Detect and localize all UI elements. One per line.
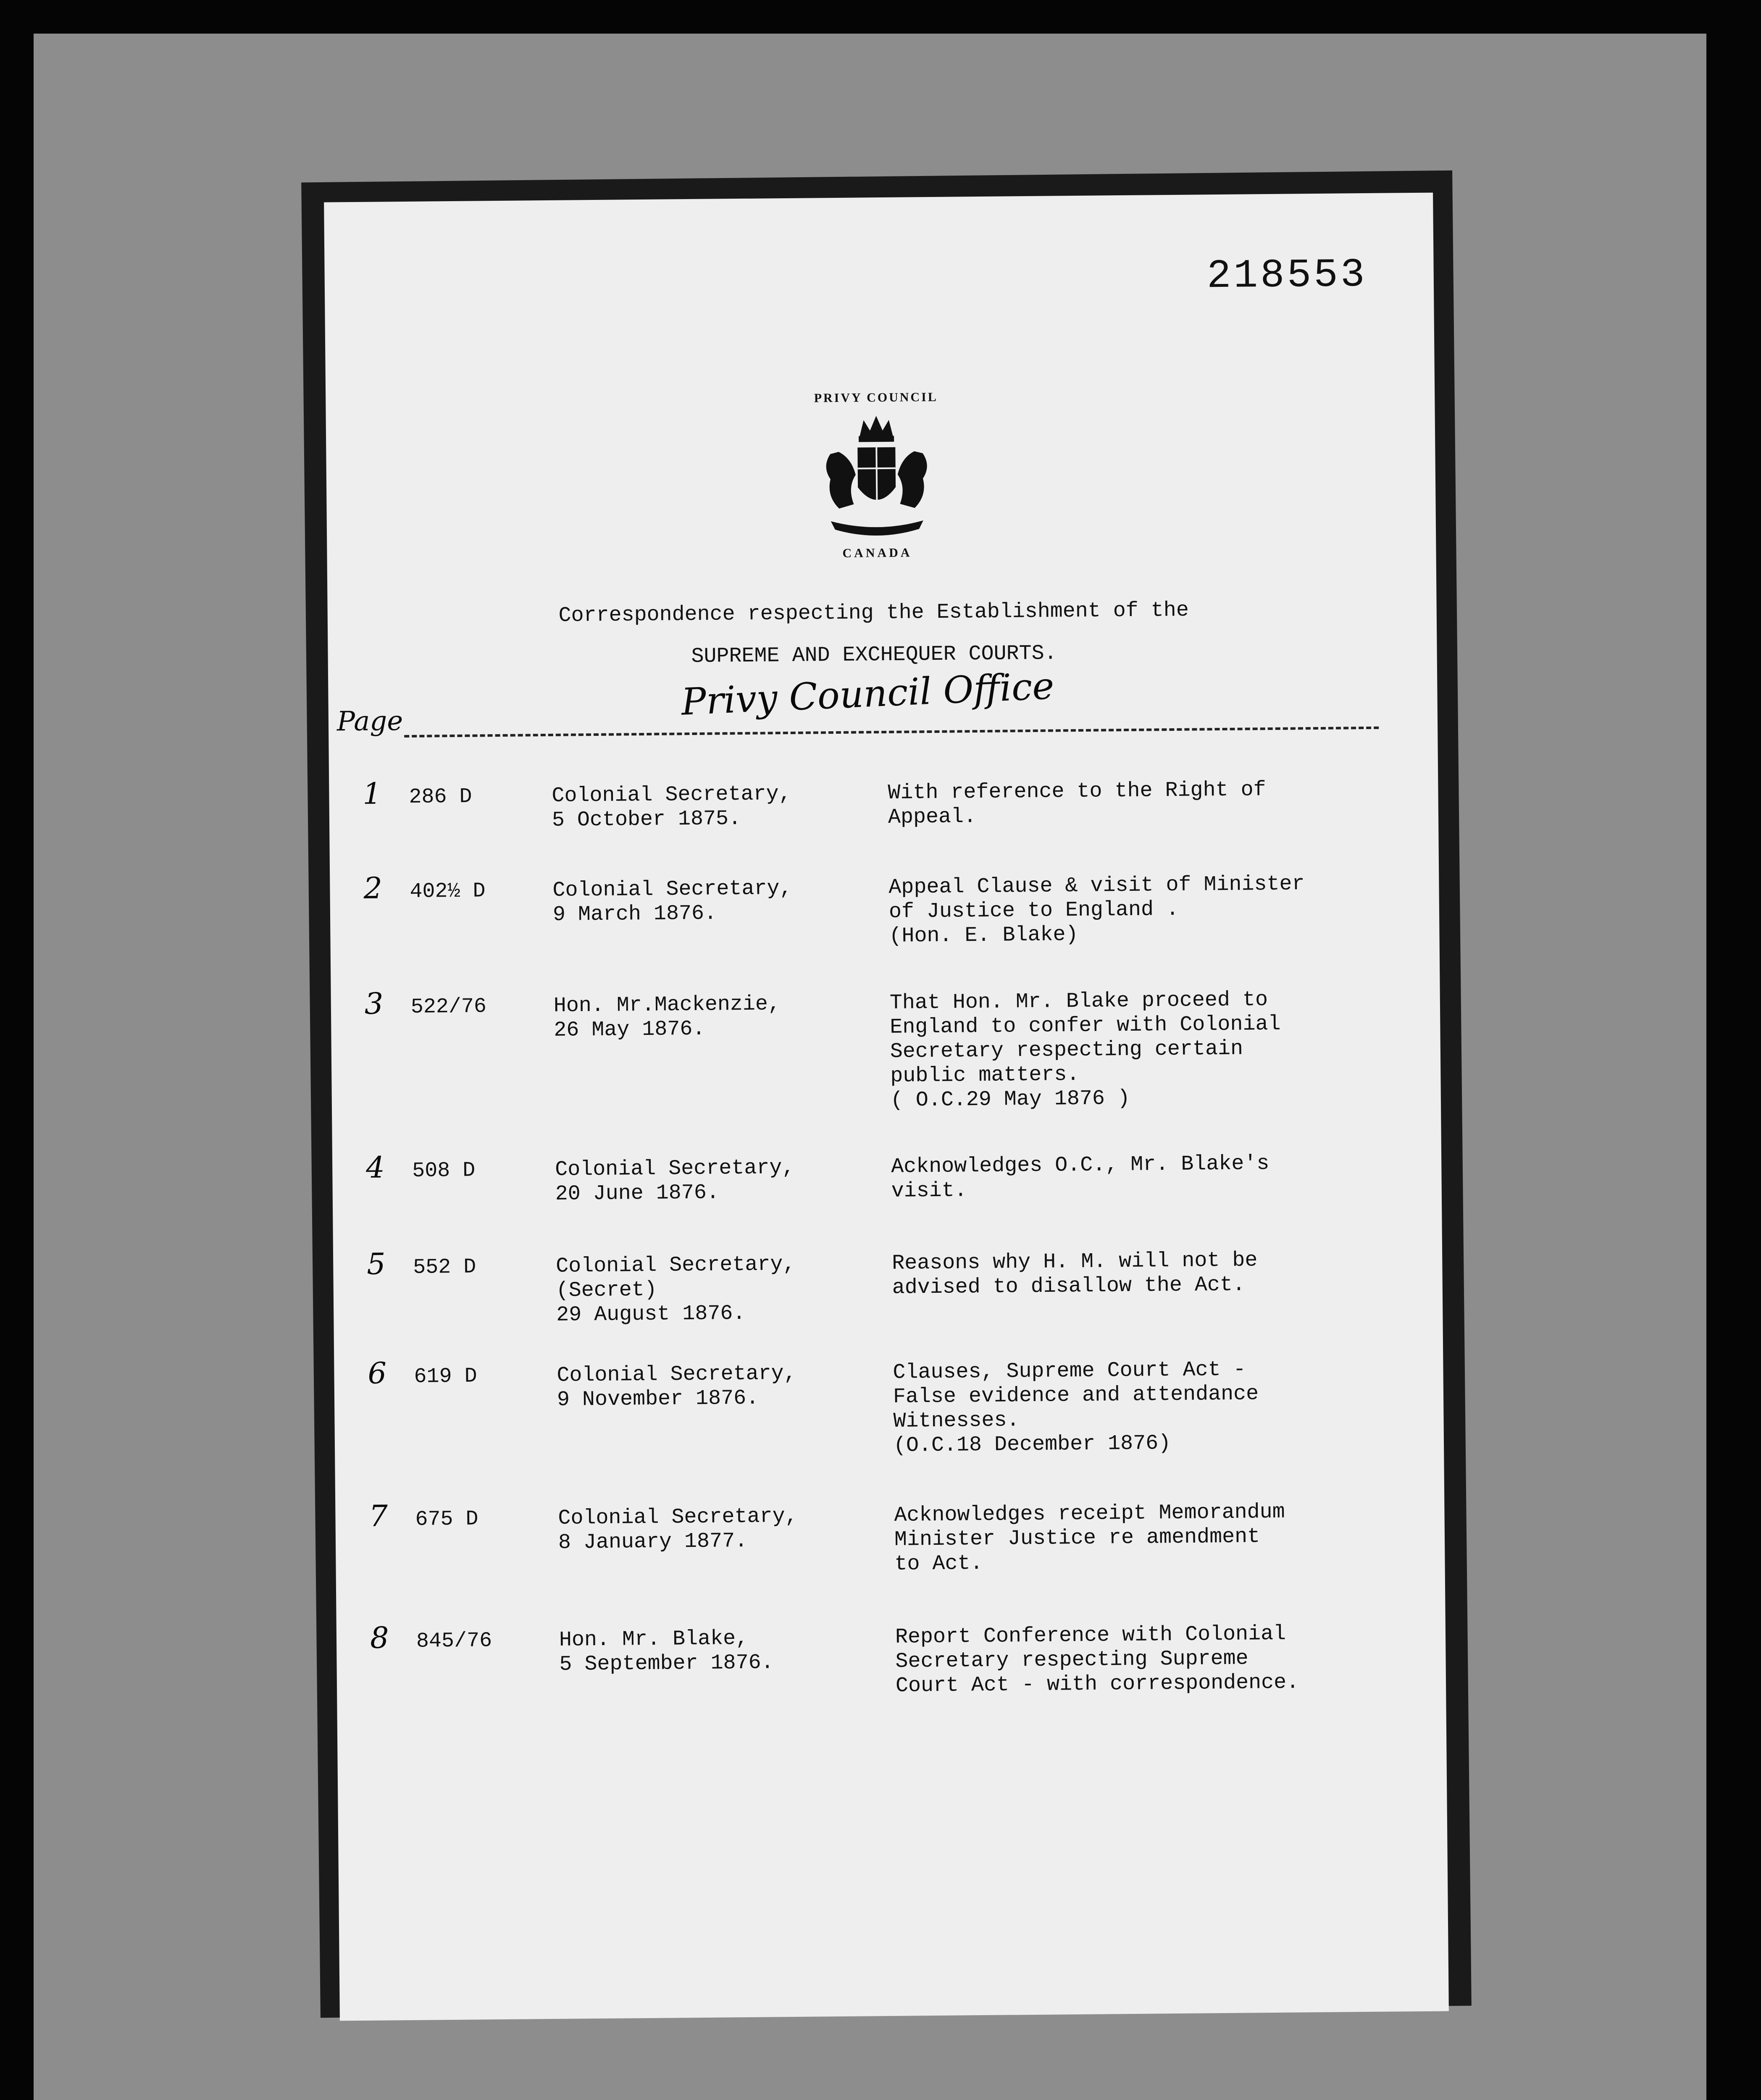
entry-subject-line: Court Act - with correspondence.: [895, 1670, 1299, 1698]
entry-subject-line: advised to disallow the Act.: [892, 1273, 1246, 1300]
entry-subject-line: Secretary respecting Supreme: [895, 1646, 1248, 1674]
heading-line-2: SUPREME AND EXCHEQUER COURTS.: [691, 641, 1057, 669]
emblem-top-text: PRIVY COUNCIL: [814, 390, 938, 405]
entry-subject-line: to Act.: [894, 1551, 983, 1576]
entry-page-number: 4: [365, 1150, 385, 1185]
entry-sender-line: 5 October 1875.: [552, 806, 741, 832]
entry-sender-line: Colonial Secretary,: [555, 1155, 795, 1182]
entry-sender: [552, 877, 792, 927]
entry-sender-line: Colonial Secretary,: [552, 782, 791, 808]
entry-subject-line: visit.: [891, 1179, 967, 1203]
entry-sender-line: Colonial Secretary,: [557, 1361, 796, 1388]
entry-page-number: 3: [364, 986, 384, 1021]
entry-sender-line: 9 November 1876.: [557, 1386, 759, 1412]
entry-sender: [552, 782, 791, 833]
entry-subject: [893, 1356, 1398, 1458]
entry-subject-line: Appeal.: [888, 805, 977, 830]
entry-sender-line: (Secret): [556, 1278, 657, 1303]
entry-page-number: 6: [368, 1356, 387, 1391]
entry-subject-line: Minister Justice re amendment: [894, 1525, 1260, 1552]
dashed-divider: [404, 727, 1379, 738]
list-item: [329, 776, 1438, 832]
entry-sender-line: 20 June 1876.: [555, 1181, 720, 1206]
entry-page-number: 5: [366, 1247, 386, 1281]
entry-subject-line: Acknowledges O.C., Mr. Blake's: [891, 1152, 1269, 1179]
entry-subject-line: Appeal Clause & visit of Minister: [888, 872, 1305, 900]
entry-subject-line: (O.C.18 December 1876): [893, 1431, 1171, 1458]
handwritten-office-note: Privy Council Office: [680, 664, 1055, 724]
entry-subject-line: England to confer with Colonial: [890, 1012, 1281, 1040]
entry-sender-line: Colonial Secretary,: [552, 876, 792, 903]
entry-subject-line: Secretary respecting certain: [890, 1037, 1243, 1064]
entry-subject-line: Clauses, Supreme Court Act -: [893, 1357, 1246, 1385]
entry-subject-line: public matters.: [890, 1062, 1080, 1088]
entry-subject: [892, 1247, 1396, 1300]
entry-page-number: 7: [369, 1499, 388, 1533]
heading-line-1: Correspondence respecting the Establishment of the: [558, 598, 1189, 628]
entry-subject-line: Report Conference with Colonial: [895, 1622, 1286, 1649]
entry-reference: 619 D: [414, 1364, 477, 1389]
entry-reference: 508 D: [412, 1158, 476, 1183]
entry-subject: [888, 871, 1393, 948]
entry-reference: 675 D: [415, 1507, 478, 1532]
list-item: [332, 1150, 1441, 1206]
entry-page-number: 2: [363, 871, 383, 906]
entry-page-number: 8: [370, 1620, 389, 1655]
entry-page-number: 1: [363, 776, 382, 811]
coat-of-arms-icon: [813, 407, 940, 547]
entry-sender-line: 8 January 1877.: [558, 1529, 748, 1555]
entry-subject: [891, 1150, 1396, 1203]
entry-subject-line: With reference to the Right of: [888, 778, 1266, 805]
entry-subject-line: That Hon. Mr. Blake proceed to: [889, 988, 1268, 1015]
entry-sender: [555, 1156, 795, 1207]
entry-sender-line: 5 September 1876.: [559, 1651, 774, 1677]
entry-sender: [559, 1626, 774, 1677]
entry-subject-line: False evidence and attendance: [893, 1382, 1259, 1409]
document-heading: [495, 589, 1252, 680]
entry-reference: 845/76: [416, 1629, 492, 1654]
list-item: [334, 1356, 1443, 1458]
document-page: [324, 193, 1449, 2021]
entry-subject-line: Acknowledges receipt Memorandum: [894, 1500, 1285, 1528]
entry-reference: 286 D: [409, 785, 472, 809]
entry-reference: 552 D: [413, 1255, 476, 1280]
entry-reference: 402½ D: [410, 879, 486, 904]
entry-subject: [888, 777, 1392, 830]
entry-subject-line: (Hon. E. Blake): [889, 923, 1078, 948]
entry-sender: [557, 1362, 796, 1412]
entry-subject-line: Witnesses.: [893, 1408, 1020, 1433]
entry-sender-line: Hon. Mr.Mackenzie,: [553, 992, 781, 1018]
entry-sender-line: 29 August 1876.: [556, 1301, 746, 1327]
entry-sender-line: 26 May 1876.: [554, 1017, 705, 1042]
privy-council-emblem: [779, 390, 974, 568]
list-item: [330, 871, 1439, 948]
entry-sender-line: Hon. Mr. Blake,: [559, 1626, 749, 1652]
entry-subject-line: ( O.C.29 May 1876 ): [890, 1086, 1130, 1113]
entry-reference: 522/76: [410, 995, 487, 1019]
list-item: [333, 1247, 1442, 1327]
entry-sender: [558, 1504, 798, 1555]
entry-subject: [894, 1499, 1398, 1576]
handwritten-page-label: Page: [336, 706, 403, 738]
list-item: [335, 1499, 1444, 1576]
entry-sender-line: Colonial Secretary,: [558, 1504, 798, 1530]
entry-sender-line: 9 March 1876.: [552, 901, 717, 927]
document-number: 218553: [1206, 252, 1367, 299]
entry-subject: [890, 987, 1395, 1113]
entry-sender: [556, 1252, 796, 1328]
entry-sender: [554, 992, 781, 1043]
entry-subject-line: of Justice to England .: [888, 897, 1179, 924]
list-item: [336, 1620, 1446, 1698]
list-item: [331, 986, 1440, 1113]
entry-sender-line: Colonial Secretary,: [556, 1252, 796, 1278]
emblem-bottom-text: CANADA: [842, 546, 912, 560]
entry-subject: [895, 1621, 1400, 1698]
correspondence-list: [329, 776, 1438, 1698]
entry-subject-line: Reasons why H. M. will not be: [892, 1248, 1258, 1276]
